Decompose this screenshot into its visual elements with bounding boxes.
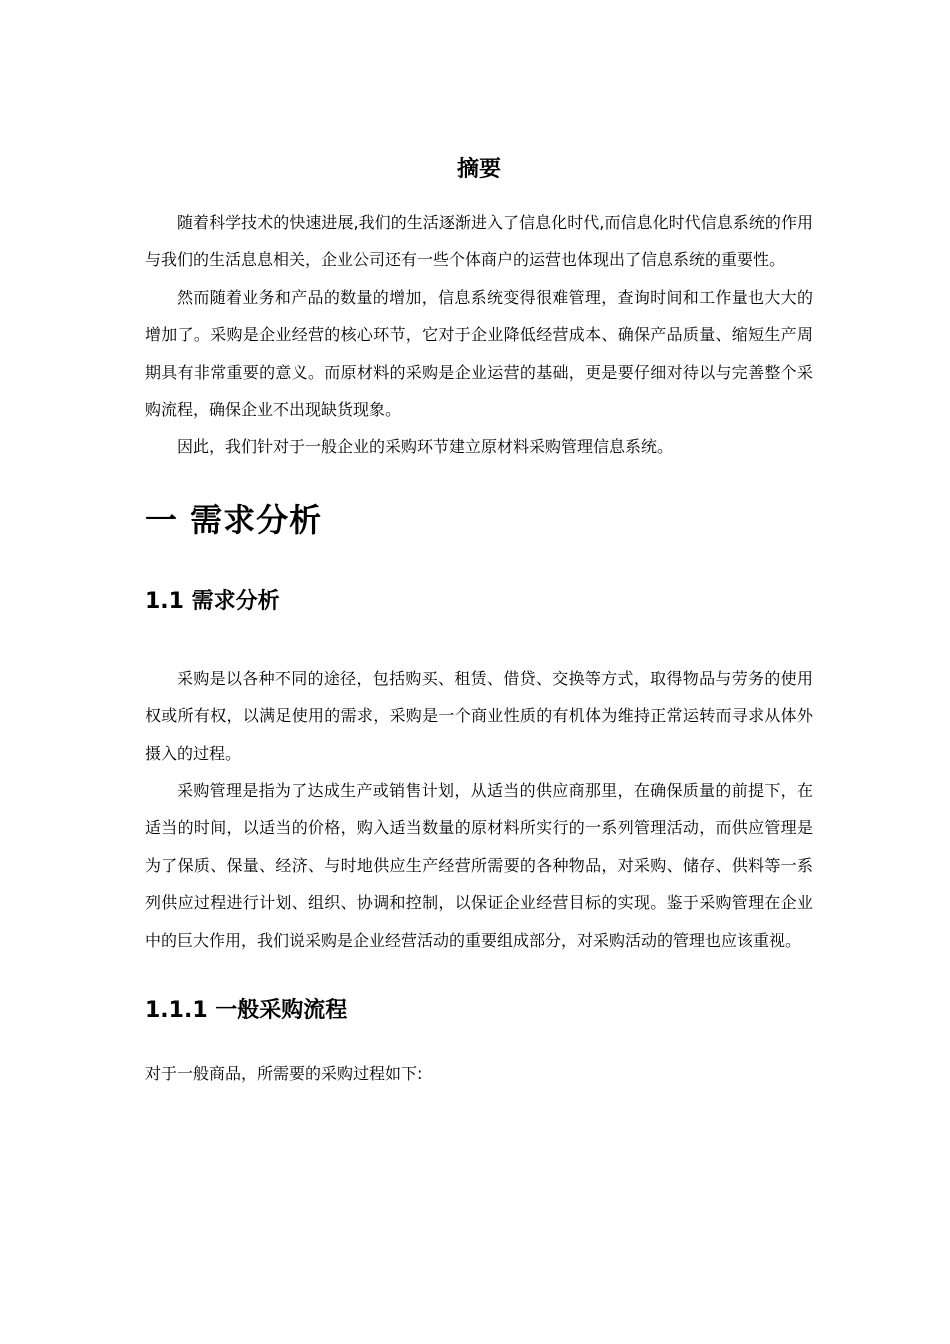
- section-1-1-paragraph-1: 采购是以各种不同的途径，包括购买、租赁、借贷、交换等方式，取得物品与劳务的使用权或所有权，以满足使用的需求，采购是一个商业性质的有机体为维持正常运转而寻求从体外摄入的过程。: [145, 668, 813, 763]
- section-1-1-1-intro: 对于一般商品，所需要的采购过程如下:: [145, 1064, 423, 1084]
- section-1-1-paragraph-2: 采购管理是指为了达成生产或销售计划，从适当的供应商那里，在确保质量的前提下，在适当的时间，以适当的价格，购入适当数量的原材料所实行的一系列管理活动，而供应管理是为了保质、保量、经济、与时地供应生产经营所需要的各种物品，对采购、储存、供料等一系列供应过程进行计划、组织、协调和控制，以保证企业经营目标的实现。鉴于采购管理在企业中的巨大作用，我们说采购是企业经营活动的重要组成部分，对采购活动的管理也应该重视。: [145, 781, 813, 950]
- abstract-title: 摘要: [456, 157, 501, 182]
- abstract-paragraph-2: 然而随着业务和产品的数量的增加，信息系统变得很难管理，查询时间和工作量也大大的增加了。采购是企业经营的核心环节，它对于企业降低经营成本、确保产品质量、缩短生产周期具有非常重要的意义。而原材料的采购是企业运营的基础，更是要仔细对待以与完善整个采购流程，确保企业不出现缺货现象。: [145, 287, 813, 420]
- chapter-1-heading: 一 需求分析: [145, 500, 323, 539]
- abstract-paragraph-1: 随着科学技术的快速进展,我们的生活逐渐进入了信息化时代,而信息化时代信息系统的作用与我们的生活息息相关，企业公司还有一些个体商户的运营也体现出了信息系统的重要性。: [145, 213, 813, 270]
- section-1-1-1-heading: 1.1.1 一般采购流程: [145, 998, 348, 1024]
- section-1-1-heading: 1.1 需求分析: [145, 588, 280, 614]
- document-body: [145, 150, 813, 1093]
- abstract-paragraph-3: 因此，我们针对于一般企业的采购环节建立原材料采购管理信息系统。: [177, 437, 674, 457]
